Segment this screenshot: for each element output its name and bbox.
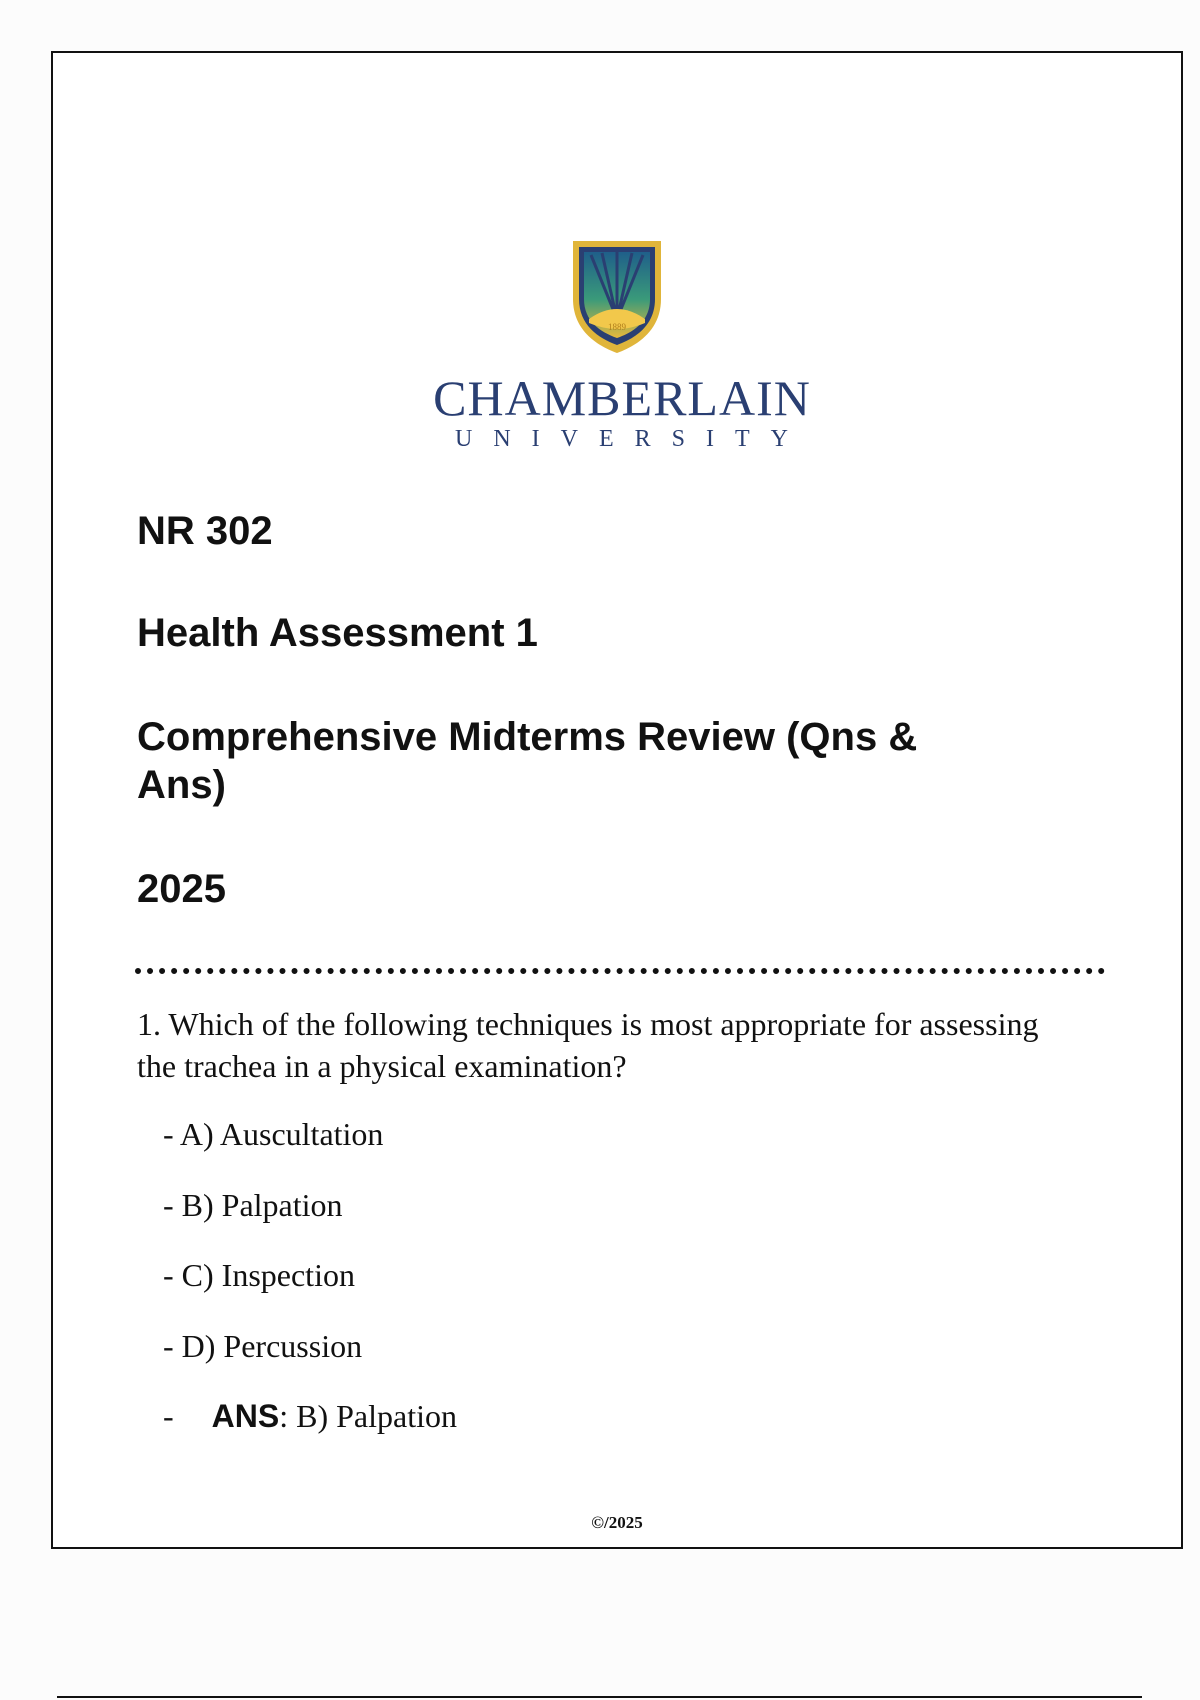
copyright-footer: ©/2025 (591, 1513, 643, 1532)
university-name: CHAMBERLAIN (433, 370, 811, 426)
answer-bullet: - (163, 1398, 174, 1434)
course-code: NR 302 (137, 509, 273, 553)
dotted-separator (135, 968, 1105, 974)
option-d: - D) Percussion (163, 1328, 363, 1364)
option-a: - A) Auscultation (163, 1116, 384, 1152)
option-b: - B) Palpation (163, 1187, 343, 1223)
university-logo (53, 237, 1181, 451)
document-year: 2025 (137, 867, 226, 911)
question-text: 1. Which of the following techniques is most appropriate for assessing the trachea in a physical examination? (137, 1006, 1039, 1084)
shield-crest-icon (569, 237, 665, 357)
option-c: - C) Inspection (163, 1257, 355, 1293)
answer-text: : B) Palpation (279, 1398, 457, 1434)
bottom-rule (57, 1696, 1142, 1698)
document-page (51, 51, 1183, 1549)
course-subject: Health Assessment 1 (137, 611, 538, 655)
answer-label: ANS (211, 1398, 280, 1434)
university-subtitle: UNIVERSITY (455, 426, 809, 452)
crest-year: 1889 (608, 322, 626, 332)
review-title-cont: Ans) (137, 763, 226, 807)
review-title: Comprehensive Midterms Review (Qns & (137, 715, 918, 759)
answer-line (163, 1396, 457, 1436)
